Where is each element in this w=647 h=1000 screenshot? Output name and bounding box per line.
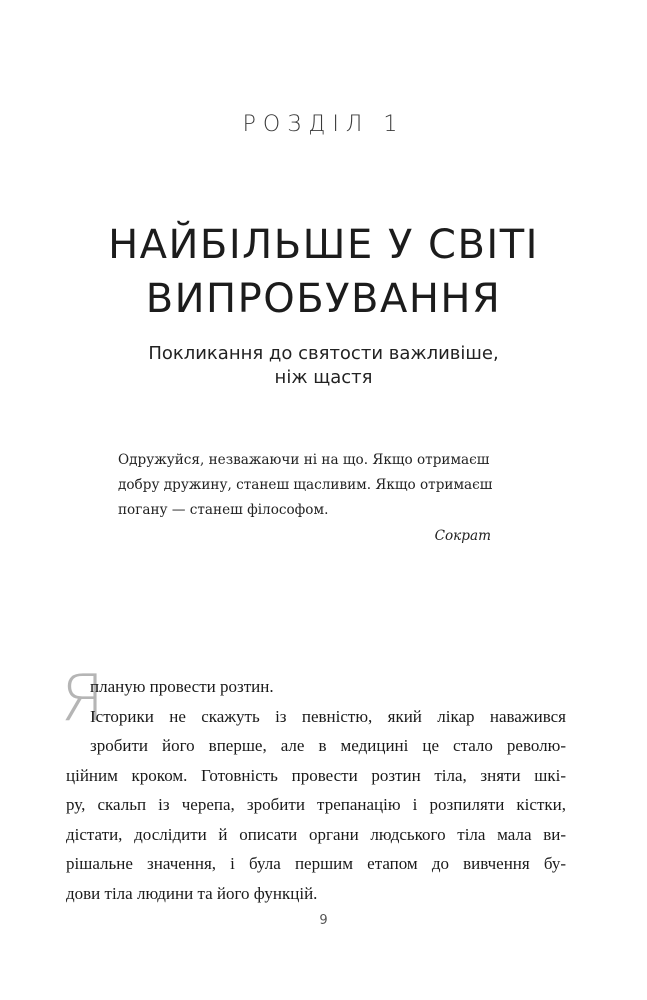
subtitle-line: ніж щастя bbox=[274, 367, 373, 388]
chapter-title-line: НАЙБІЛЬШЕ У СВІТІ bbox=[108, 222, 539, 268]
chapter-title-line: ВИПРОБУВАННЯ bbox=[145, 276, 502, 322]
body-line: дістати, дослідити й описати органи людського тіла мала ви- bbox=[66, 824, 566, 844]
epigraph-line: добру дружину, станеш щасливим. Якщо отримаєш bbox=[118, 477, 493, 493]
body-line: Історики не скажуть із певністю, який лікар наважився bbox=[90, 706, 566, 726]
body-line: рішальне значення, і була першим етапом до вивчення бу- bbox=[66, 854, 566, 873]
drop-cap: Я bbox=[60, 662, 105, 736]
epigraph-line: погану — станеш філософом. bbox=[118, 502, 329, 518]
body-line: планую провести розтин. bbox=[90, 677, 274, 696]
epigraph-author: Сократ bbox=[434, 528, 491, 544]
chapter-title bbox=[0, 218, 647, 326]
subtitle-line: Покликання до святости важливіше, bbox=[148, 343, 499, 364]
chapter-label: РОЗДІЛ 1 bbox=[242, 112, 405, 137]
body-line: ційним кроком. Готовність провести розтин тіла, зняти шкі- bbox=[66, 765, 566, 785]
epigraph-line: Одружуйся, незважаючи ні на що. Якщо отримаєш bbox=[118, 452, 490, 468]
body-text bbox=[66, 672, 566, 908]
body-line: ру, скальп із черепа, зробити трепанацію і розпиляти кістки, bbox=[66, 795, 566, 814]
chapter-subtitle bbox=[0, 342, 647, 390]
body-line: дови тіла людини та його функцій. bbox=[66, 883, 318, 903]
page-number: 9 bbox=[319, 913, 328, 928]
epigraph bbox=[118, 448, 503, 549]
body-line: зробити його вперше, але в медицині це стало револю- bbox=[90, 736, 566, 755]
